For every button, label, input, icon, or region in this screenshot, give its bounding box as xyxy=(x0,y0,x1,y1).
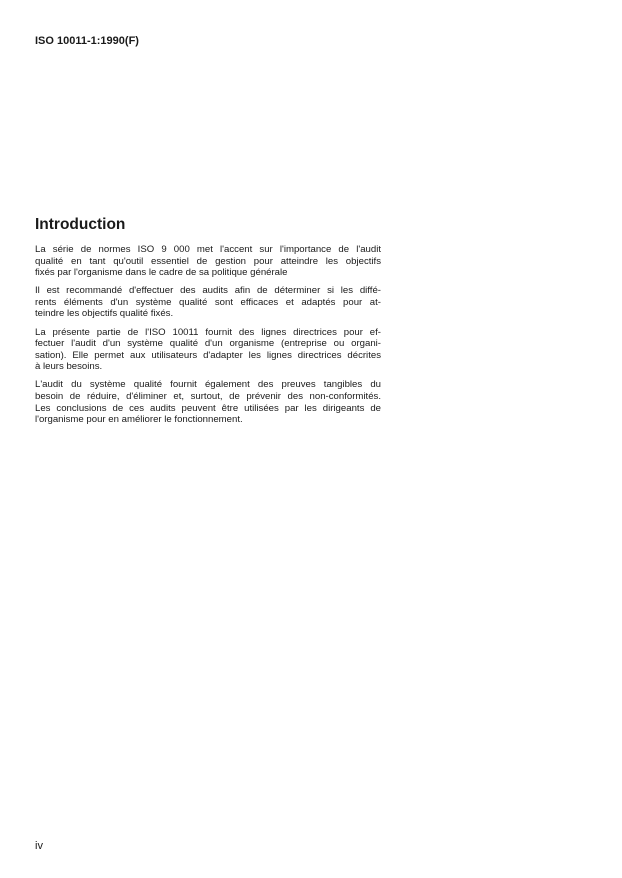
text-line: à leurs besoins. xyxy=(35,361,103,373)
text-line: La série de normes ISO 9 000 met l'accent sur l'importance de l'audit xyxy=(35,244,381,255)
paragraph xyxy=(35,285,381,320)
text-line: qualité en tant qu'outil essentiel de gestion pour atteindre les objectifs xyxy=(35,255,381,267)
text-line: besoin de réduire, d'éliminer et, surtout, de prévenir des non-conformités. xyxy=(35,391,381,403)
text-line: l'organisme pour en améliorer le fonctionnement. xyxy=(35,414,243,426)
text-line: fectuer l'audit d'un système qualité d'un organisme (entreprise ou organi- xyxy=(35,338,381,350)
text-line: La présente partie de l'ISO 10011 fournit des lignes directrices pour ef- xyxy=(35,326,381,338)
text-line: Les conclusions de ces audits peuvent être utilisées par les dirigeants de xyxy=(35,402,381,414)
text-line: Il est recommandé d'effectuer des audits afin de déterminer si les diffé- xyxy=(35,285,381,297)
paragraph xyxy=(35,244,381,279)
paragraph xyxy=(35,379,381,425)
text-line: rents éléments d'un système qualité sont efficaces et adaptés pour at- xyxy=(35,296,381,308)
paragraph xyxy=(35,327,381,373)
section-title: Introduction xyxy=(35,216,126,233)
page-number: iv xyxy=(35,840,43,852)
text-line: fixés par l'organisme dans le cadre de sa politique générale xyxy=(35,267,288,279)
text-line: L'audit du système qualité fournit également des preuves tangibles du xyxy=(35,379,381,391)
text-line: sation). Elle permet aux utilisateurs d'adapter les lignes directrices décrites xyxy=(35,349,381,361)
text-line: teindre les objectifs qualité fixés. xyxy=(35,308,174,320)
document-header: ISO 10011-1:1990(F) xyxy=(35,35,139,47)
introduction-body xyxy=(35,244,381,432)
